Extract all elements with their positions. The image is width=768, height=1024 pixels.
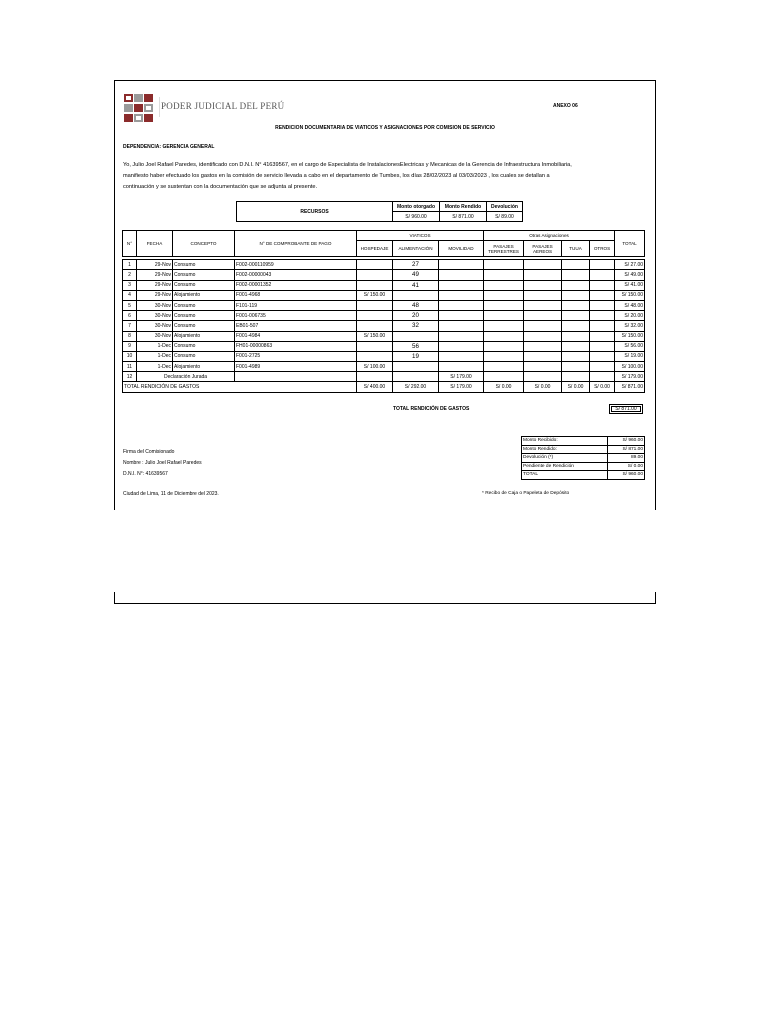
dni-label: D.N.I. N°: 41639567 <box>123 471 168 477</box>
col-header-tuua: TUUA <box>562 241 590 257</box>
row-no: 9 <box>123 341 137 351</box>
row-movilidad <box>439 351 484 361</box>
col-header-no: N° <box>123 231 137 257</box>
table-row <box>123 260 645 270</box>
total-rendicion-inner-border <box>611 406 641 412</box>
totals-tuua: S/ 0.00 <box>562 382 590 392</box>
col-header-comprobante: N° DE COMPROBANTE DE PAGO <box>235 231 357 257</box>
col-group-viaticos: VIATICOS <box>357 231 484 241</box>
row-no: 11 <box>123 362 137 372</box>
table-row <box>123 331 645 341</box>
row-comprobante: F002-00001352 <box>235 280 357 290</box>
row-total: S/ 27.00 <box>615 260 645 270</box>
row-concepto: Consumo <box>173 300 235 310</box>
row-aereos <box>524 280 562 290</box>
firma-label: Firma del Comisionado <box>123 449 175 455</box>
row-otros <box>590 300 615 310</box>
row-alimentacion: 56 <box>393 341 439 351</box>
document-page-bottom-edge <box>114 592 656 604</box>
table-row <box>123 300 645 310</box>
totals-aereos: S/ 0.00 <box>524 382 562 392</box>
row-concepto: Consumo <box>173 341 235 351</box>
row-comprobante: F001-4989 <box>235 362 357 372</box>
row-aereos <box>524 351 562 361</box>
nombre-label: Nombre : Julio Joel Rafael Paredes <box>123 460 202 466</box>
row-movilidad <box>439 290 484 300</box>
col-header-concepto: CONCEPTO <box>173 231 235 257</box>
totals-alimentacion: S/ 292.00 <box>393 382 439 392</box>
row-tuua <box>562 260 590 270</box>
row-terrestres <box>484 341 524 351</box>
row-movilidad <box>439 270 484 280</box>
row-hospedaje <box>357 341 393 351</box>
row-hospedaje <box>357 270 393 280</box>
totals-total: S/ 871.00 <box>615 382 645 392</box>
anexo-label: ANEXO 06 <box>553 103 578 109</box>
row-aereos <box>524 311 562 321</box>
row-otros <box>590 280 615 290</box>
summary-label: Monto Recibido: <box>522 437 608 446</box>
row-otros <box>590 351 615 361</box>
row-alimentacion: 20 <box>393 311 439 321</box>
summary-label: Pendiente de Rendición <box>522 462 608 471</box>
row-terrestres <box>484 351 524 361</box>
summary-label: TOTAL <box>522 471 608 480</box>
row-hospedaje <box>357 372 393 382</box>
summary-row <box>522 437 645 446</box>
logo-text: PODER JUDICIAL DEL PERÚ <box>161 101 285 111</box>
row-comprobante: EB01-507 <box>235 321 357 331</box>
row-aereos <box>524 321 562 331</box>
row-comprobante <box>235 372 357 382</box>
row-tuua <box>562 341 590 351</box>
recursos-value-otorgado: S/ 960.00 <box>393 212 440 222</box>
row-no: 8 <box>123 331 137 341</box>
row-alimentacion <box>393 331 439 341</box>
total-rendicion-value: S/ 871.00 <box>615 406 637 412</box>
summary-value: S/ 0.00 <box>608 462 645 471</box>
col-header-hospedaje: HOSPEDAJE <box>357 241 393 257</box>
row-otros <box>590 290 615 300</box>
row-total: S/ 100.00 <box>615 362 645 372</box>
summary-label: Devolución (*) <box>522 454 608 463</box>
row-aereos <box>524 270 562 280</box>
declaration-line-1: Yo, Julio Joel Rafael Paredes, identificado con D.N.I. N° 41639567, en el cargo de Especialista de InstalacionesElectricas y Mecanicas de la Gerencia de Infraestructura Inmobiliaria, <box>123 162 572 168</box>
row-concepto: Consumo <box>173 270 235 280</box>
recursos-header-otorgado: Monto otorgado <box>393 202 440 212</box>
total-rendicion-box <box>609 404 643 414</box>
row-aereos <box>524 260 562 270</box>
totals-terrestres: S/ 0.00 <box>484 382 524 392</box>
row-hospedaje <box>357 300 393 310</box>
row-total: S/ 49.00 <box>615 270 645 280</box>
row-concepto: Consumo <box>173 260 235 270</box>
row-hospedaje <box>357 311 393 321</box>
col-header-otros: OTROS <box>590 241 615 257</box>
row-alimentacion: 27 <box>393 260 439 270</box>
row-total: S/ 56.00 <box>615 341 645 351</box>
row-otros <box>590 362 615 372</box>
table-row <box>123 351 645 361</box>
row-tuua <box>562 290 590 300</box>
row-no: 5 <box>123 300 137 310</box>
row-concepto: Declaración Jurada <box>137 372 235 382</box>
summary-value: S/ 960.00 <box>608 437 645 446</box>
summary-value: 89.00 <box>608 454 645 463</box>
row-concepto: Alojamiento <box>173 362 235 372</box>
row-movilidad <box>439 300 484 310</box>
totals-label: TOTAL RENDICIÓN DE GASTOS <box>123 382 357 392</box>
row-terrestres <box>484 270 524 280</box>
row-tuua <box>562 321 590 331</box>
declaration-paragraph <box>123 160 643 193</box>
row-alimentacion <box>393 372 439 382</box>
row-aereos <box>524 290 562 300</box>
row-terrestres <box>484 372 524 382</box>
row-tuua <box>562 331 590 341</box>
row-total: S/ 179.00 <box>615 372 645 382</box>
poder-judicial-emblem-icon <box>123 93 155 123</box>
row-fecha: 29-Nov <box>137 280 173 290</box>
table-row <box>123 270 645 280</box>
row-terrestres <box>484 331 524 341</box>
poder-judicial-logo <box>123 93 285 123</box>
row-tuua <box>562 280 590 290</box>
row-hospedaje <box>357 260 393 270</box>
row-movilidad <box>439 362 484 372</box>
summary-value: S/ 871.00 <box>608 445 645 454</box>
row-hospedaje <box>357 280 393 290</box>
row-no: 3 <box>123 280 137 290</box>
summary-row <box>522 471 645 480</box>
table-header-group-row <box>123 231 645 241</box>
col-header-total: TOTAL <box>615 231 645 257</box>
row-comprobante: F001-006735 <box>235 311 357 321</box>
row-movilidad <box>439 260 484 270</box>
row-tuua <box>562 362 590 372</box>
row-hospedaje: S/ 100.00 <box>357 362 393 372</box>
row-no: 10 <box>123 351 137 361</box>
row-movilidad <box>439 280 484 290</box>
row-concepto: Consumo <box>173 351 235 361</box>
row-total: S/ 48.00 <box>615 300 645 310</box>
row-concepto: Consumo <box>173 311 235 321</box>
row-terrestres <box>484 260 524 270</box>
row-alimentacion: 49 <box>393 270 439 280</box>
col-header-pasajes-aereos-line2: AEREOS <box>532 248 553 254</box>
row-aereos <box>524 362 562 372</box>
row-terrestres <box>484 321 524 331</box>
row-tuua <box>562 351 590 361</box>
recursos-value-rendido: S/ 871.00 <box>440 212 487 222</box>
recursos-header-rendido: Monto Rendido <box>440 202 487 212</box>
row-hospedaje <box>357 351 393 361</box>
row-comprobante: F002-00000043 <box>235 270 357 280</box>
row-tuua <box>562 311 590 321</box>
row-otros <box>590 270 615 280</box>
row-movilidad <box>439 341 484 351</box>
row-comprobante: F002-000110959 <box>235 260 357 270</box>
row-comprobante: F001-4968 <box>235 290 357 300</box>
row-movilidad <box>439 311 484 321</box>
row-aereos <box>524 341 562 351</box>
row-hospedaje: S/ 150.00 <box>357 290 393 300</box>
col-header-movilidad: MOVILIDAD <box>439 241 484 257</box>
row-comprobante: F101-119 <box>235 300 357 310</box>
row-total: S/ 19.00 <box>615 351 645 361</box>
totals-hospedaje: S/ 400.00 <box>357 382 393 392</box>
row-fecha: 1-Dec <box>137 351 173 361</box>
row-total: S/ 20.00 <box>615 311 645 321</box>
document-title: RENDICION DOCUMENTARIA DE VIATICOS Y ASIGNACIONES POR COMISION DE SERVICIO <box>275 125 495 131</box>
totals-movilidad: S/ 179.00 <box>439 382 484 392</box>
table-row <box>123 280 645 290</box>
row-tuua <box>562 300 590 310</box>
row-movilidad: S/ 179.00 <box>439 372 484 382</box>
col-header-pasajes-terrestres-line2: TERRESTRES <box>488 248 519 254</box>
col-header-pasajes-aereos-line1: PASAJES <box>532 243 553 249</box>
table-row <box>123 290 645 300</box>
table-row <box>123 341 645 351</box>
row-no: 6 <box>123 311 137 321</box>
col-header-pasajes-terrestres <box>484 241 524 257</box>
ciudad-fecha-label: Ciudad de Lima, 11 de Diciembre del 2023. <box>123 491 219 497</box>
row-no: 7 <box>123 321 137 331</box>
recursos-label: RECURSOS <box>237 202 393 222</box>
table-totals-row <box>123 382 645 392</box>
row-fecha: 29-Nov <box>137 270 173 280</box>
table-row <box>123 372 645 382</box>
row-hospedaje: S/ 150.00 <box>357 331 393 341</box>
row-terrestres <box>484 300 524 310</box>
row-movilidad <box>439 331 484 341</box>
row-fecha: 30-Nov <box>137 300 173 310</box>
row-comprobante: FH01-00000863 <box>235 341 357 351</box>
row-comprobante: F001-4984 <box>235 331 357 341</box>
dependencia-label: DEPENDENCIA: GERENCIA GENERAL <box>123 144 215 150</box>
row-fecha: 30-Nov <box>137 311 173 321</box>
summary-value: S/ 960.00 <box>608 471 645 480</box>
row-otros <box>590 260 615 270</box>
row-fecha: 1-Dec <box>137 362 173 372</box>
row-total: S/ 32.00 <box>615 321 645 331</box>
row-alimentacion: 48 <box>393 300 439 310</box>
col-header-fecha: FECHA <box>137 231 173 257</box>
row-concepto: Alojamiento <box>173 290 235 300</box>
row-aereos <box>524 300 562 310</box>
row-tuua <box>562 372 590 382</box>
row-concepto: Alojamiento <box>173 331 235 341</box>
row-otros <box>590 331 615 341</box>
row-otros <box>590 341 615 351</box>
row-fecha: 30-Nov <box>137 321 173 331</box>
row-fecha: 1-Dec <box>137 341 173 351</box>
row-otros <box>590 311 615 321</box>
summary-row <box>522 445 645 454</box>
summary-row <box>522 454 645 463</box>
table-row <box>123 362 645 372</box>
row-fecha: 30-Nov <box>137 331 173 341</box>
row-alimentacion: 32 <box>393 321 439 331</box>
declaration-line-2: manifiesto haber efectuado los gastos en la comisión de servicio llevada a cabo en el departamento de Tumbes, los días 28/02/2023 al 03/03/2023 , los cuales se detallan a <box>123 173 550 179</box>
row-concepto: Consumo <box>173 280 235 290</box>
row-hospedaje <box>357 321 393 331</box>
col-header-alimentacion: ALIMENTACIÓN <box>393 241 439 257</box>
table-row <box>123 321 645 331</box>
declaration-line-3: continuación y se sustentan con la documentación que se adjunta al presente. <box>123 184 318 190</box>
row-comprobante: F001-2725 <box>235 351 357 361</box>
row-terrestres <box>484 290 524 300</box>
col-header-pasajes-aereos <box>524 241 562 257</box>
row-concepto: Consumo <box>173 321 235 331</box>
row-total: S/ 150.00 <box>615 290 645 300</box>
recursos-table <box>236 201 523 222</box>
row-tuua <box>562 270 590 280</box>
row-fecha: 29-Nov <box>137 260 173 270</box>
col-group-otras: Otras Asignaciones <box>484 231 615 241</box>
row-movilidad <box>439 321 484 331</box>
row-otros <box>590 321 615 331</box>
total-rendicion-label: TOTAL RENDICIÓN DE GASTOS <box>393 406 470 412</box>
row-terrestres <box>484 280 524 290</box>
summary-label: Monto Rendido: <box>522 445 608 454</box>
row-alimentacion: 41 <box>393 280 439 290</box>
row-alimentacion <box>393 362 439 372</box>
row-no: 1 <box>123 260 137 270</box>
row-no: 4 <box>123 290 137 300</box>
totals-otros: S/ 0.00 <box>590 382 615 392</box>
summary-row <box>522 462 645 471</box>
gastos-table <box>122 230 645 393</box>
row-no: 12 <box>123 372 137 382</box>
row-otros <box>590 372 615 382</box>
footnote: * Recibo de Caja o Papeleta de Depósito <box>482 491 570 496</box>
row-terrestres <box>484 362 524 372</box>
row-alimentacion: 19 <box>393 351 439 361</box>
table-row <box>123 311 645 321</box>
row-aereos <box>524 331 562 341</box>
row-alimentacion <box>393 290 439 300</box>
recursos-header-devolucion: Devolución <box>487 202 523 212</box>
row-aereos <box>524 372 562 382</box>
row-no: 2 <box>123 270 137 280</box>
summary-table <box>521 436 645 480</box>
row-total: S/ 41.00 <box>615 280 645 290</box>
recursos-value-devolucion: S/ 89.00 <box>487 212 523 222</box>
row-terrestres <box>484 311 524 321</box>
row-total: S/ 150.00 <box>615 331 645 341</box>
row-fecha: 29-Nov <box>137 290 173 300</box>
col-header-pasajes-terrestres-line1: PASAJES <box>493 243 514 249</box>
